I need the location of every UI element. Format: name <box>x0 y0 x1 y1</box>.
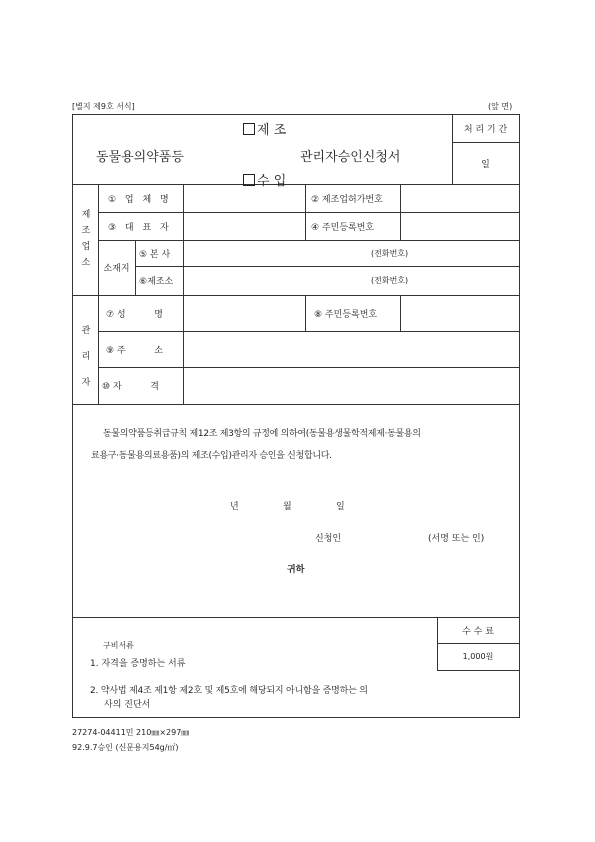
manager-id-label: ⑧ 주민등록번호 <box>314 309 378 320</box>
title-option-import[interactable]: 수 입 <box>243 170 286 189</box>
required-document-2-line-1: 2. 약사법 제4조 제1항 제2호 및 제5호에 해당되지 아니함을 증명하는 의 <box>90 686 368 696</box>
manager-name-field[interactable] <box>184 296 304 330</box>
form-number: [별지 제9호 서식] <box>72 102 135 111</box>
date-year: 년 <box>230 502 239 512</box>
manager-address-label: ⑨ 주 소 <box>106 345 163 356</box>
representative-label: ③ 대 표 자 <box>108 222 169 233</box>
recipient-label: 귀하 <box>287 565 305 575</box>
headquarters-phone-label: (전화번호) <box>371 248 409 258</box>
manufacture-checkbox[interactable] <box>243 123 255 135</box>
representative-field[interactable] <box>184 213 304 239</box>
fee-label: 수 수 료 <box>462 626 494 637</box>
manager-id-field[interactable] <box>401 296 518 330</box>
processing-period-value: 일 <box>481 159 490 170</box>
required-document-1: 1. 자격을 증명하는 서류 <box>90 659 186 669</box>
manager-section-label: 관 리 자 <box>81 326 91 388</box>
license-number-field[interactable] <box>401 185 518 211</box>
representative-id-label: ④ 주민등록번호 <box>311 222 375 233</box>
manager-address-field[interactable] <box>184 332 518 366</box>
location-label: 소재지 <box>103 264 130 274</box>
headquarters-label: ⑤ 본 사 <box>139 249 171 260</box>
footer-form-code: 27274-04411민 210㎜×297㎜ <box>72 728 190 737</box>
statement-line-2: 료용구·동물용의료용품)의 제조(수입)관리자 승인을 신청합니다. <box>91 451 332 461</box>
fee-value: 1,000원 <box>462 652 494 661</box>
title-right: 관리자승인신청서 <box>300 150 401 165</box>
title-left: 동물용의약품등 <box>96 150 184 165</box>
factory-field[interactable] <box>184 267 518 294</box>
manager-qualification-field[interactable] <box>184 368 518 403</box>
required-documents-title: 구비서류 <box>103 641 134 650</box>
applicant-name-field[interactable] <box>350 528 425 544</box>
footer-approval: 92.9.7승인 (신문용지54g/㎡) <box>72 743 179 752</box>
processing-period-label: 처 리 기 간 <box>463 124 508 135</box>
factory-label: ⑥제조소 <box>139 277 174 287</box>
manager-qualification-label: ⑩ 자 격 <box>102 382 159 392</box>
date-month: 월 <box>283 502 292 512</box>
company-name-label: ① 업 체 명 <box>108 194 169 205</box>
headquarters-field[interactable] <box>184 241 518 265</box>
manager-name-label: ⑦ 성 명 <box>106 309 163 320</box>
license-number-label: ② 제조업허가번호 <box>311 194 383 205</box>
page-side: (앞 면) <box>488 102 513 111</box>
title-option-manufacture[interactable]: 제 조 <box>243 119 286 138</box>
applicant-label: 신청인 <box>315 534 342 544</box>
factory-phone-label: (전화번호) <box>371 276 409 285</box>
statement-line-1: 동물의약품등취급규칙 제12조 제3항의 규정에 의하여(동물용생물학적제제·동물용의 <box>103 429 421 439</box>
signature-label: (서명 또는 인) <box>428 534 485 544</box>
manufacturer-section-label: 제 조 업 소 <box>81 210 91 268</box>
required-document-2-line-2: 사의 진단서 <box>104 700 151 710</box>
company-name-field[interactable] <box>184 185 304 211</box>
date-day: 일 <box>336 502 345 512</box>
representative-id-field[interactable] <box>401 213 518 239</box>
